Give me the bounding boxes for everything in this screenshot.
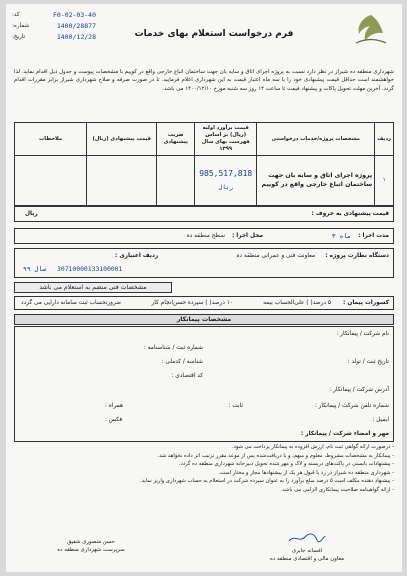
date-value: 1400/12/28 [56, 33, 96, 42]
signatory-left-title: سرپرست شهرداری منطقه ده [57, 547, 125, 554]
table-row [15, 156, 394, 206]
phone-label: شماره تلفن شرکت / پیمانکار : [314, 403, 389, 409]
code-value: F0-02-03-40 [52, 11, 96, 20]
price-in-words-box [14, 206, 394, 222]
deductions-box [14, 296, 394, 310]
row-base-unit: ریال [218, 183, 233, 191]
supervision-budget-box [14, 248, 394, 278]
row-specs: پروژه اجرای اتاق و سایه بان جهت ساختمان اتباع خارجی واقع در کوییم [257, 156, 375, 206]
technical-specs-note: مشخصات فنی منضم به استعلام می باشد [14, 282, 172, 293]
national-id-label: شناسه / کدملی : [161, 359, 203, 365]
code-label: کد: [12, 11, 20, 18]
header-coefficient: ضریب پیشنهادی [157, 123, 195, 156]
signature-block-right [252, 532, 362, 563]
header-proposed-price: قیمت پیشنهادی (ریال) [87, 123, 157, 156]
note-item: - ارائه گواهینامه صلاحیت پیمانکاری الزامی می باشد. [280, 486, 394, 493]
note-item: - پیشنهادات بایستی در پاکت‌های دربسته و لاک و مهر شده تحویل دبیرخانه شهرداری منطقه ده گردد. [178, 461, 394, 468]
note-item: - پیمانکار به مشخصات مشروط، معلوم و مبهم، و یا دریافت‌شده پس از موعد مقرر ترتیب اثر داده نخواهد شد. [157, 452, 394, 459]
header-row: ردیف [375, 123, 394, 156]
budget-label: ردیف اعتباری : [115, 253, 159, 259]
items-table [14, 122, 394, 206]
note-item: - شهرداری منطقه ده شیراز در رد یا قبول هر یک از پیشنهادها مجاز و مختار است. [218, 469, 394, 476]
budget-value: 30710000133100001 [57, 265, 123, 273]
registration-date-label: تاریخ ثبت / تولد : [347, 359, 389, 365]
form-metadata [12, 10, 96, 43]
deduction-performance: ۱۰ درصد( ) سپرده حسن‌انجام کار [151, 300, 233, 306]
deductions-label: کسورات پیمان : [343, 300, 389, 306]
landline-label: ثابت : [228, 403, 243, 409]
signature-block-left [36, 538, 146, 554]
signatory-left-name: حسن منصوری شفیق [67, 539, 115, 545]
location-value: سطح منطقه ده [186, 233, 225, 239]
duration-label: مدت اجرا : [358, 233, 389, 239]
economic-code-label: کد اقتصادی : [171, 373, 203, 379]
row-number: ۱ [375, 156, 394, 206]
header-notes: ملاحظات [15, 123, 87, 156]
header-base-price: قیمت برآورد اولیه (ریال) بر اساس فهرست بهای سال ۱۳۹۹ [195, 123, 257, 156]
contractor-section-title: مشخصات پیمانکار [14, 314, 394, 325]
row-coefficient[interactable] [157, 156, 195, 206]
row-proposed-price[interactable] [87, 156, 157, 206]
duration-value: ۳ ماه [331, 232, 351, 240]
project-details-box [14, 228, 394, 244]
number-value: 1400/28877 [56, 22, 96, 31]
company-label: نام شرکت / پیمانکار : [336, 331, 389, 337]
header-specs: مشخصات پروژه/خدمات درخواستی [257, 123, 375, 156]
supervisor-label: دستگاه نظارت پروژه : [325, 253, 389, 259]
price-words-currency: ریال [25, 211, 38, 217]
address-label: آدرس شرکت / پیمانکار : [329, 387, 389, 393]
date-label: تاریخ: [12, 33, 26, 40]
note-item: - پیشنهاد دهنده مکلف است ۵ درصد مبلغ برآورد را به عنوان سپرده شرکت در استعلام به حساب شهرداری واریز نماید. [140, 478, 394, 485]
fax-label: فکس : [105, 417, 123, 423]
supervisor-value: معاونت فنی و عمرانی منطقه ده [236, 253, 315, 259]
note-item: - درصورت ارائه گواهی ثبت نام، ارزش افزوده به پیمانکار پرداخت می شود. [232, 444, 394, 450]
municipality-logo [348, 12, 394, 48]
email-label: ایمیل : [372, 417, 389, 423]
mobile-label: همراه : [105, 403, 124, 409]
contractor-signature-label: مهر و امضاء شرکت / پیمانکار : [300, 431, 389, 437]
form-title: فرم درخواست استعلام بهای خدمات [134, 29, 294, 39]
intro-paragraph: شهرداری منطقه ده شیراز در نظر دارد نسبت به پروژه اجرای اتاق و سایه بان جهت ساختمان اتباع خارجی واقع در کوییم با مشخصات پیوست و جدول ذیل اقدام نماید. لذا خواهشمند است حداقل قیمت پیشنهادی خود را با سه ماه اعتبار قیمت به این شهرداری اعلام فرمایید. تا در صورت صرفه و صلاح شهرداری شیراز برابر مقررات اقدام گردد. آخرین مهلت تحویل پاکات و پیشنهاد قیمت تا ساعت ۱۴ روز سه شنبه مورخ ۱۴۰۰/۱۲/۱۰ می باشد. [14, 69, 394, 92]
row-base-price-cell [195, 156, 257, 206]
document-page [6, 4, 402, 572]
deduction-tax: ضرورتحساب ثبت سامانه دارایی می گردد [21, 300, 122, 306]
signatory-right-title: معاون مالی و اقتصادی منطقه ده [270, 556, 344, 563]
location-label: محل اجرا : [231, 233, 263, 239]
number-label: شماره: [12, 22, 30, 29]
row-base-price: 985,517,818 [199, 169, 253, 179]
signatory-right-name: افسانه جابری [291, 548, 323, 555]
handwritten-signature-right [287, 532, 327, 544]
budget-year: سال ۹۹ [23, 265, 47, 273]
contractor-details-box [14, 326, 394, 442]
price-words-label: قیمت پیشنهادی به حروف : [311, 211, 389, 217]
registration-label: شماره ثبت / شناسنامه : [143, 345, 203, 351]
terms-notes [14, 444, 394, 495]
row-notes[interactable] [15, 156, 87, 206]
form-header [6, 4, 402, 54]
deduction-insurance: ۵ درصد( ) علی‌الحساب بیمه [263, 300, 331, 306]
